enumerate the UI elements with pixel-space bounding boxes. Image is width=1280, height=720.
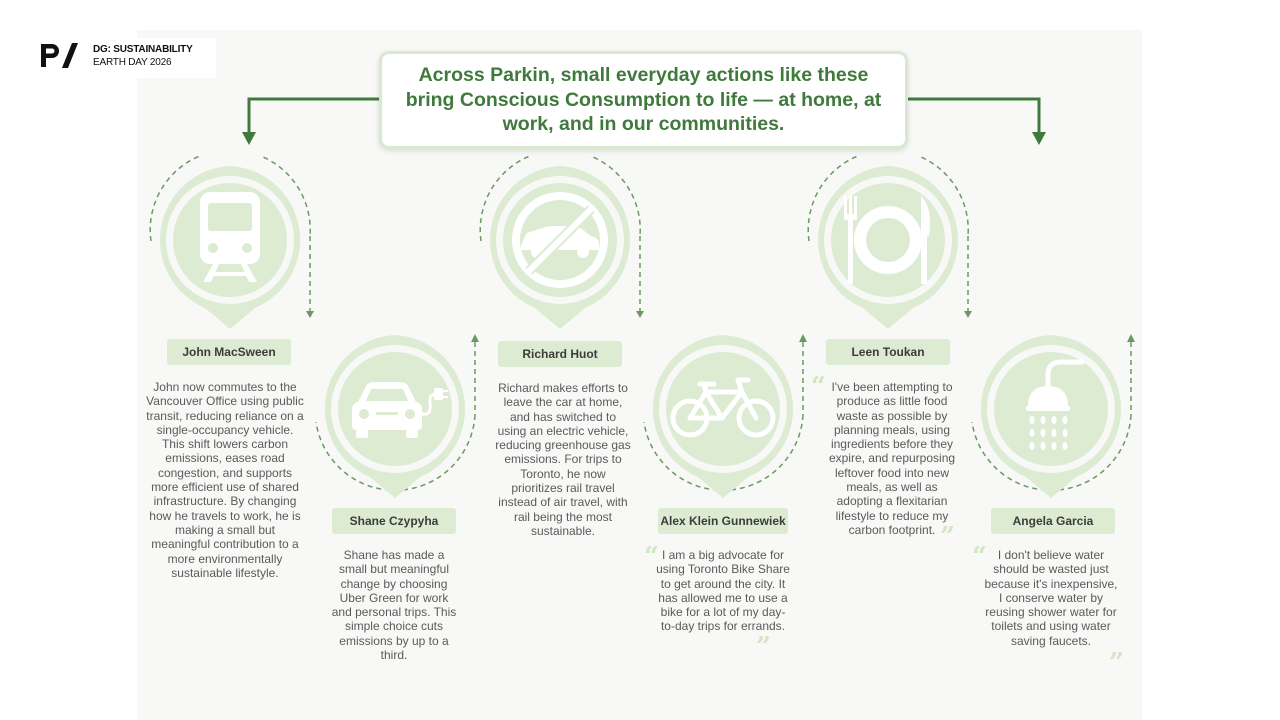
name-tag-shane: Shane Czypyha: [332, 508, 456, 534]
open-quote-icon: “: [972, 542, 987, 572]
story-angela: I don't believe water should be wasted just because it's inexpensive, I conserve water by reusing shower water for toilets and using water saving faucets.: [984, 548, 1118, 648]
pin-alex: [638, 330, 808, 508]
name-tag-leen: Leen Toukan: [826, 339, 950, 365]
name-tag-richard: Richard Huot: [498, 341, 622, 367]
story-alex: I am a big advocate for using Toronto Bike Share to get around the city. It has allowed me to use a bike for a lot of my day-to-day trips for errands.: [656, 548, 790, 634]
headline-box: [379, 51, 908, 149]
headline-text: Across Parkin, small everyday actions like these bring Conscious Consumption to life — at home, at work, and in our communities.: [405, 64, 882, 136]
pin-john: [145, 156, 315, 334]
brand-title: DG: SUSTAINABILITY: [93, 44, 193, 55]
story-shane: Shane has made a small but meaningful change by choosing Uber Green for work and personal trips. This simple choice cuts emissions by up to a third.: [331, 548, 457, 663]
name-tag-john: John MacSween: [167, 339, 291, 365]
story-john: John now commutes to the Vancouver Office using public transit, reducing reliance on a single-occupancy vehicle. This shift lowers carbon emissions, eases road congestion, and supports more efficient use of shared infrastructure. By changing how he travels to work, he is making a small but meaningful contribution to a more environmentally sustainable lifestyle.: [146, 380, 304, 580]
pin-leen: [803, 156, 973, 334]
name-tag-alex: Alex Klein Gunnewiek: [658, 508, 788, 534]
pin-angela: [966, 330, 1136, 508]
story-leen: I've been attempting to produce as little food waste as possible by planning meals, using ingredients before they expire, and repurposing leftover food into new meals, as well as adopting a flexitarian lifestyle to reduce my carbon footprint.: [828, 380, 956, 537]
close-quote-icon: ”: [1109, 648, 1124, 678]
pin-shane: [310, 330, 480, 508]
open-quote-icon: “: [811, 372, 826, 402]
close-quote-icon: ”: [756, 632, 771, 662]
name-tag-angela: Angela Garcia: [991, 508, 1115, 534]
close-quote-icon: ”: [940, 522, 955, 552]
pin-richard: [475, 156, 645, 334]
open-quote-icon: “: [644, 542, 659, 572]
story-richard: Richard makes efforts to leave the car at home, and has switched to using an electric vehicle, reducing greenhouse gas emissions. For trips to Toronto, he now prioritizes rail travel instead of air travel, with rail being the most sustainable.: [495, 381, 631, 538]
brand-subtitle: EARTH DAY 2026: [93, 57, 172, 68]
